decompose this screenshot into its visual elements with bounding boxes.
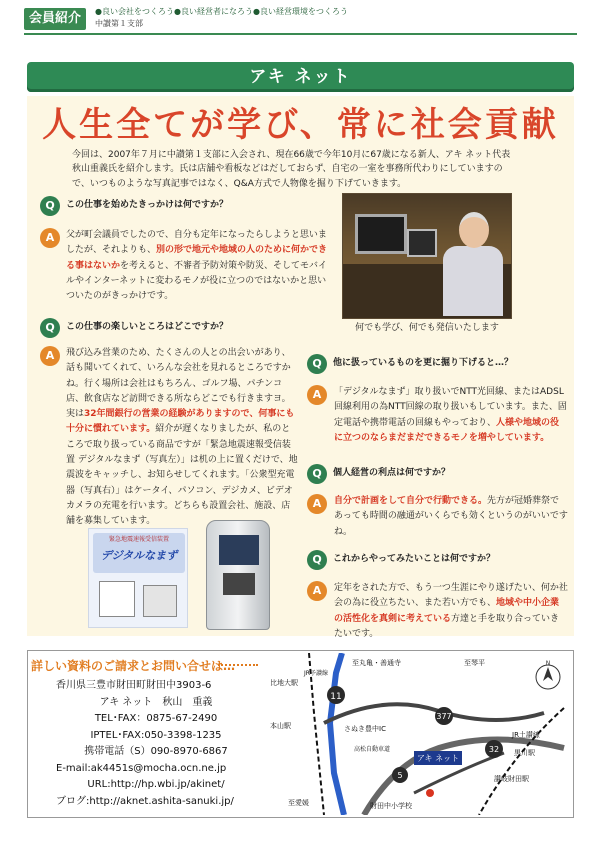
map-label-kuroda: 黒川駅: [514, 749, 535, 757]
contact-tel-fax: TEL･FAX：0875-67-2490: [94, 713, 218, 724]
map-label-motoyama: 本山駅: [270, 722, 291, 730]
question-4: [307, 464, 450, 484]
answer-highlight: 32年間銀行の営業の経験がありますので、何事にも十分に慣れています。: [66, 409, 295, 435]
map-label-saida-school: 財田中小学校: [370, 802, 412, 810]
contact-url: URL:http://hp.wbi.jp/akinet/: [87, 779, 225, 790]
q-badge: Q: [307, 464, 327, 484]
header-rule: [24, 33, 577, 35]
question-text: この仕事の楽しいところはどこですか？: [66, 322, 229, 333]
tagline: ●良い会社をつくろう●良い経営者になろう●良い経営環境をつくろう: [95, 7, 348, 16]
member-name-banner: [27, 62, 574, 92]
map-label-marugame: 至丸亀・善通寺: [352, 659, 401, 667]
route-11-label: 11: [330, 692, 342, 702]
map-label-ehime: 至愛媛: [288, 799, 309, 807]
route-377-label: 377: [436, 712, 452, 721]
section-label: 会員紹介: [24, 8, 86, 30]
map-label-expressway: 高松自動車道: [354, 746, 391, 753]
answer-5: [334, 581, 568, 642]
digital-namazu-product: [88, 528, 188, 628]
question-text: これからやってみたいことは何ですか？: [333, 554, 496, 565]
q-badge: Q: [307, 354, 327, 374]
answer-4: [334, 494, 568, 540]
photo-caption: 何でも学び、何でも発信いたします: [355, 323, 499, 333]
q-badge: Q: [40, 196, 60, 216]
question-1: [40, 196, 228, 216]
receiver-device: [99, 581, 135, 617]
route-32-label: 32: [488, 745, 500, 754]
contact-details: [56, 678, 256, 810]
contact-title: 詳しい資料のご請求とお問い合せは…: [31, 659, 236, 673]
contact-mobile: 携帯電話（S）090-8970-6867: [84, 746, 228, 757]
question-text: 個人経営の利点は何ですか？: [333, 468, 451, 479]
contact-divider: [218, 664, 258, 666]
contact-iptel-fax: IPTEL･FAX:050-3398-1235: [90, 729, 222, 741]
question-3: [307, 354, 513, 374]
branch-name: 中讃第１支部: [95, 19, 143, 28]
answer-text: 定年をされた方で、もう一つ生涯にやり遂げたい、何か社会の為に役立ちたい、また若い方でも、: [334, 583, 568, 609]
contact-email: E-mail:ak4451s@mocha.ocn.ne.jp: [56, 762, 227, 774]
answer-text: 方達と手を取り合っていきたいです。: [334, 613, 560, 639]
answer-highlight: 自分で計画をして自分で行動できる。: [334, 496, 488, 506]
person-figure: [443, 212, 503, 312]
a-badge: A: [307, 494, 327, 514]
answer-highlight: 別の形で地元や地域の人のために何かできる事はないか: [66, 245, 328, 271]
answer-text: 飛び込み営業のため、たくさんの人との出会いがあり、話も聞いてくれて、いろんな会社を見れるところですかね。行く場所は会社はもちろん、ゴルフ場、パチンコ店、飲食店など訪問できる所ならどこでも行きますヨ。実は: [66, 348, 291, 420]
map-label-hijidaino: 比地大駅: [270, 679, 298, 687]
a-badge: A: [307, 385, 327, 405]
person-body: [443, 246, 503, 316]
map-label-kotohira: 至琴平: [464, 659, 485, 667]
contact-name: アキ ネット 秋山 重義: [99, 696, 213, 708]
product-photos: [88, 520, 288, 630]
q-badge: Q: [40, 318, 60, 338]
a-badge: A: [40, 228, 60, 248]
answer-2: [66, 346, 298, 530]
computer-monitor: [355, 214, 407, 254]
location-marker-label: アキ ネット: [416, 754, 460, 763]
product-label-title: デジタルなまず: [100, 549, 178, 562]
map-label-sanuki-toyonaka: さぬき豊中IC: [344, 725, 386, 733]
q-badge: Q: [307, 550, 327, 570]
portrait-photo: [342, 193, 512, 319]
answer-text: 先方が冠婚葬祭であっても時間の融通がいくらでも効くというのがいいですね。: [334, 496, 568, 537]
a-badge: A: [40, 346, 60, 366]
answer-1: [66, 228, 334, 304]
answer-text: 「デジタルなまず」取り扱いでNTT光回線、またはADSL回線利用の為NTT回線の取り扱いもしています。また、固定電話や携帯電話の回線もやっており、: [334, 387, 567, 428]
answer-text: 父が町会議員でしたので、自分も定年になったらしようと思いましたが、それよりも、: [66, 230, 327, 256]
location-pin-icon: [426, 789, 434, 797]
kiosk-screen: [219, 535, 259, 565]
article-headline: 人生全てが学び、常に社会貢献: [42, 105, 559, 145]
contact-blog: ブログ:http://aknet.ashita-sanuki.jp/: [56, 795, 234, 807]
a-badge: A: [307, 581, 327, 601]
location-map: [264, 653, 570, 815]
question-text: この仕事を始めたきっかけは何ですか？: [66, 200, 229, 211]
answer-text: 紹介が遅くなりましたが、私のところで取り扱っている商品ですが「緊急地震速報受信装置 デジタルなまず（写真左）」は机の上に置くだけで、地震波をキャッチし、お知らせしてくれます。「公衆型充電器（写真右）」はケータイ、パソコン、デジカメ、ビデオカメラの充電を行います。どちらも設置会社、施設、店舗を募集しています。: [66, 424, 298, 527]
answer-highlight: 人様や地域の役に立つのならまだまだできるモノを増やしています。: [334, 417, 560, 443]
receiver-device: [143, 585, 177, 617]
person-head: [459, 212, 489, 248]
answer-3: [334, 385, 568, 446]
answer-highlight: 地域や中小企業の活性化を真剣に考えている: [334, 598, 560, 624]
charger-kiosk: [206, 520, 270, 630]
member-name: アキ ネット: [249, 67, 352, 87]
north-label: N: [545, 660, 551, 667]
kiosk-keypad: [223, 573, 255, 595]
product-label-sub: 緊急地震速報受信装置: [108, 536, 169, 543]
computer-monitor: [407, 229, 437, 257]
question-text: 他に扱っているものを更に掘り下げると…？: [333, 358, 514, 369]
route-5-label: 5: [397, 771, 403, 780]
contact-address: 香川県三豊市財田町財田中3903-6: [56, 680, 212, 691]
map-label-jr-yosan: JR予讃線: [304, 670, 328, 677]
intro-paragraph: 今回は、2007年７月に中讃第１支部に入会され、現在66歳で今年10月に67歳になる新人、アキ ネット代表秋山重義氏を紹介します。氏は店舗や看板などはだしておらず、自宅の一室を事務所代わりにしていますので、いつものような写真記事ではなく、Q&A方式で人物像を掘り下げていきます。: [72, 150, 511, 189]
map-label-jr-dosan: JR土讃線: [512, 731, 540, 739]
map-label-sanuki-saida: 讃岐財田駅: [494, 775, 529, 783]
question-2: [40, 318, 228, 338]
page-header: [0, 0, 601, 40]
answer-text: を考えると、不審者予防対策や防災、そしてモバイルやインターネットに変わるモノが役に立つのではないかと思いついたのがきっかけです。: [66, 260, 328, 302]
question-5: [307, 550, 495, 570]
